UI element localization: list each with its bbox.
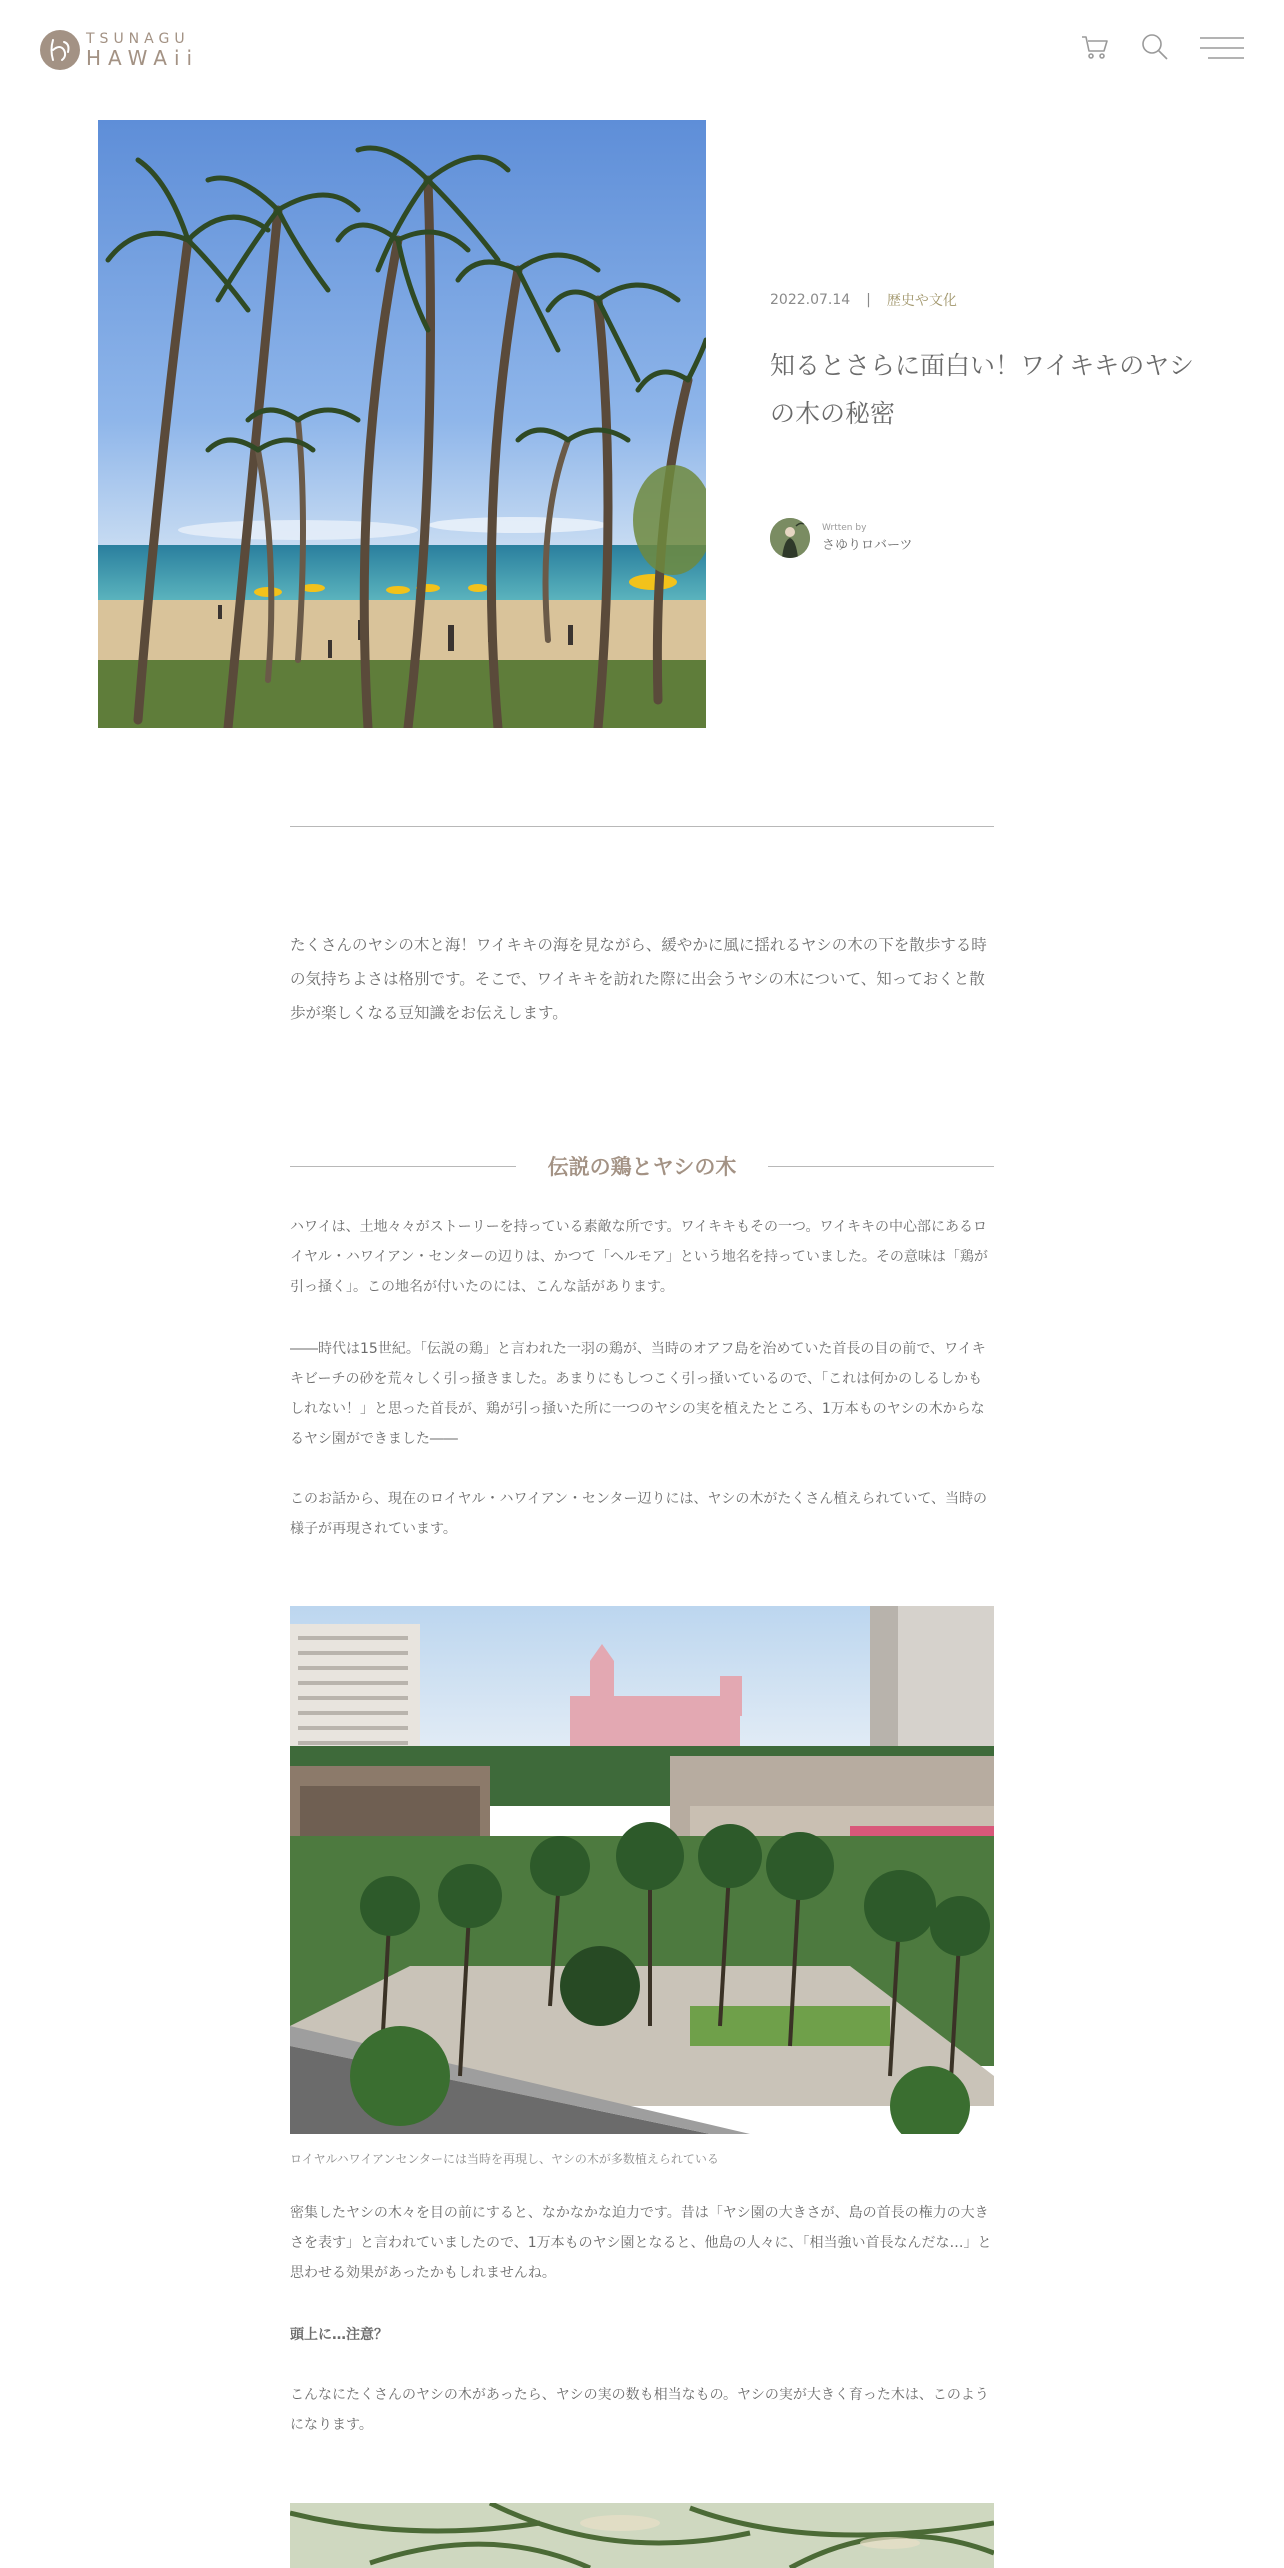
logo-text-top: TSUNAGU xyxy=(86,31,190,47)
article-meta xyxy=(770,290,957,310)
photo-caption: ロイヤルハワイアンセンターには当時を再現し、ヤシの木が多数植えられている xyxy=(290,2152,719,2166)
coconut-tree-photo xyxy=(290,2503,994,2568)
body-paragraph: こんなにたくさんのヤシの木があったら、ヤシの実の数も相当なもの。ヤシの実が大きく育った木は、このようになります。 xyxy=(290,2387,989,2433)
heading-line-right xyxy=(768,1166,994,1167)
hamburger-menu-icon[interactable] xyxy=(1200,36,1244,64)
body-paragraph: 密集したヤシの木々を目の前にすると、なかなかな迫力です。昔は「ヤシ園の大きさが、島の首長の権力の大きさを表す」と言われていましたので、1万本ものヤシ園となると、他島の人々に、「相当強い首長なんだな…」と思わせる効果があったかもしれませんね。 xyxy=(290,2205,992,2281)
author-name[interactable]: さゆりロバーツ xyxy=(822,538,913,553)
author-avatar xyxy=(770,518,810,558)
search-icon[interactable] xyxy=(1140,32,1170,66)
article-title: 知るとさらに面白い！ワイキキのヤシの木の秘密 xyxy=(770,351,1195,428)
category-link[interactable]: 歴史や文化 xyxy=(886,293,957,309)
lead-paragraph: たくさんのヤシの木と海！ワイキキの海を見ながら、緩やかに風に揺れるヤシの木の下を散歩する時の気持ちよさは格別です。そこで、ワイキキを訪れた際に出会うヤシの木について、知っておくと散歩が楽しくなる豆知識をお伝えします。 xyxy=(290,936,987,1022)
divider-line xyxy=(290,826,994,827)
section-heading-text: 伝説の鶏とヤシの木 xyxy=(547,1155,737,1179)
body-paragraph: ――時代は15世紀。「伝説の鶏」と言われた一羽の鶏が、当時のオアフ島を治めていた首長の目の前で、ワイキキビーチの砂を荒々しく引っ掻きました。あまりにもしつこく引っ掻いているので、「これは何かのしるしかもしれない！」と思った首長が、鶏が引っ掻いた所に一つのヤシの実を植えたところ、1万本ものヤシの木からなるヤシ園ができました―― xyxy=(290,1341,986,1447)
publish-date: 2022.07.14 xyxy=(770,292,851,308)
site-logo[interactable] xyxy=(40,30,199,70)
section-heading xyxy=(290,1148,994,1184)
meta-separator: | xyxy=(866,292,871,308)
heading-line-left xyxy=(290,1166,516,1167)
site-header xyxy=(0,0,1284,100)
cart-icon[interactable] xyxy=(1080,32,1110,66)
logo-text-bottom: HAWAii xyxy=(86,46,200,70)
body-paragraph: このお話から、現在のロイヤル・ハワイアン・センター辺りには、ヤシの木がたくさん植えられていて、当時の様子が再現されています。 xyxy=(290,1491,988,1537)
logo-mark-icon xyxy=(40,30,80,70)
author-block[interactable] xyxy=(770,518,912,558)
body-subheading: 頭上に…注意？ xyxy=(290,2327,388,2343)
hero-image-waikiki-palms xyxy=(98,120,706,728)
body-paragraph: ハワイは、土地々々がストーリーを持っている素敵な所です。ワイキキもその一つ。ワイキキの中心部にあるロイヤル・ハワイアン・センターの辺りは、かつて「ヘルモア」という地名を持っていました。その意味は「鶏が引っ掻く」。この地名が付いたのには、こんな話があります。 xyxy=(290,1219,988,1295)
author-label: Wrtten by xyxy=(822,523,867,533)
royal-hawaiian-center-photo xyxy=(290,1606,994,2134)
